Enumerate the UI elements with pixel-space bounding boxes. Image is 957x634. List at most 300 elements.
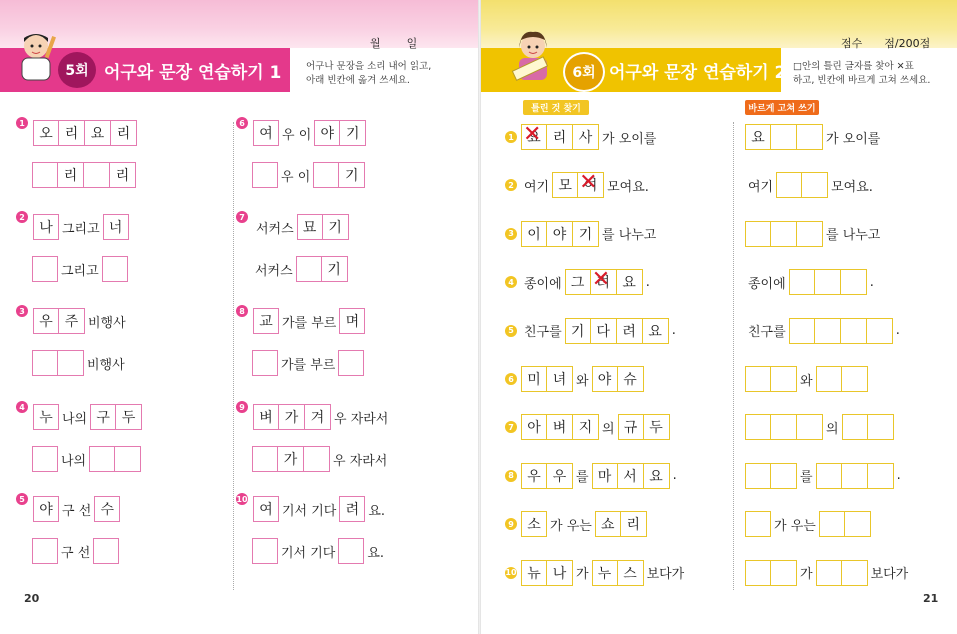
answer-box[interactable] [338, 350, 364, 376]
exercise-row [236, 400, 391, 434]
letter-box: 오 [33, 120, 59, 146]
exercise-number: 10 [236, 494, 248, 504]
letter-box: 그 [565, 269, 591, 295]
letter-cells [33, 308, 85, 334]
letter-box: 미 [521, 366, 547, 392]
page-number: 21 [923, 592, 939, 605]
letter-cells [745, 221, 823, 247]
answer-box[interactable] [745, 366, 771, 392]
exercise-number: 7 [505, 421, 517, 433]
letter-box: 겨 [305, 404, 331, 430]
letter-cells [94, 496, 120, 522]
phrase-text: 비행사 [87, 357, 125, 373]
letter-cells [93, 538, 119, 564]
crossed-out-letter: 여 ✕ [578, 172, 604, 198]
answer-box[interactable] [313, 162, 339, 188]
exercise-row [508, 507, 647, 541]
letter-box: 려 [617, 318, 643, 344]
letter-box: 녀 [547, 366, 573, 392]
answer-box[interactable] [868, 463, 894, 489]
letter-box: 서 [618, 463, 644, 489]
letter-cells [521, 463, 573, 489]
letter-box: 지 [573, 414, 599, 440]
phrase-text: 나의 [61, 453, 87, 469]
phrase-text: . [671, 323, 676, 339]
phrase-text: 가를 부르 [281, 357, 336, 373]
answer-box[interactable] [867, 318, 893, 344]
answer-box[interactable] [771, 560, 797, 586]
letter-box: 우 [547, 463, 573, 489]
answer-box[interactable] [815, 269, 841, 295]
answer-box[interactable] [797, 414, 823, 440]
phrase-text: 보다가 [646, 567, 685, 583]
exercise-row [745, 410, 894, 444]
letter-box: 다 [591, 318, 617, 344]
answer-box[interactable] [845, 511, 871, 537]
phrase-text: 가 우는 [774, 518, 816, 534]
letter-box: 소 [521, 511, 547, 537]
exercise-number: 3 [16, 305, 28, 317]
letter-box: 요 [643, 318, 669, 344]
answer-box[interactable] [842, 463, 868, 489]
letter-cells [592, 560, 644, 586]
letter-cells [745, 124, 823, 150]
letter-cells [314, 120, 366, 146]
day-label: 일 [406, 37, 418, 50]
exercise-number: 2 [505, 179, 517, 191]
tag-find-errors: 틀린 것 찾기 [523, 100, 589, 115]
exercise-number: 9 [236, 401, 248, 413]
answer-box[interactable] [252, 538, 278, 564]
answer-box[interactable] [771, 124, 797, 150]
letter-cells [592, 366, 644, 392]
answer-box[interactable] [771, 463, 797, 489]
phrase-text: . [896, 468, 901, 484]
exercise-row [745, 217, 883, 251]
exercise-number: 8 [236, 305, 248, 317]
instructions [793, 60, 930, 88]
phrase-text: 모여요. [831, 179, 873, 195]
letter-box: 교 [253, 308, 279, 334]
exercise-row [508, 410, 670, 444]
answer-box[interactable] [841, 269, 867, 295]
crossed-out-letter: 요 ✕ [521, 124, 547, 150]
letter-box: 누 [33, 404, 59, 430]
phrase-text: 나의 [62, 411, 88, 427]
letter-box: 야 [314, 120, 340, 146]
exercise-row [745, 556, 911, 590]
letter-box: 리 [547, 124, 573, 150]
letter-cells [816, 366, 868, 392]
answer-box[interactable] [58, 350, 84, 376]
letter-cells [842, 414, 894, 440]
letter-box: 가 [279, 404, 305, 430]
exercise-row [745, 265, 877, 299]
letter-cells [339, 496, 365, 522]
answer-box[interactable] [89, 446, 115, 472]
column-divider [233, 122, 234, 590]
letter-cells [595, 511, 647, 537]
letter-cells [565, 318, 669, 344]
phrase-text: 기서 기다 [281, 545, 336, 561]
letter-box: 쇼 [595, 511, 621, 537]
phrase-text: 그리고 [62, 221, 100, 237]
letter-cells [32, 446, 58, 472]
letter-cells [521, 414, 599, 440]
phrase-text: 우 이 [282, 127, 312, 143]
letter-box: 요 [85, 120, 111, 146]
phrase-text: 가 [576, 567, 589, 583]
exercise-row [16, 400, 142, 434]
phrase-text: 서커스 [255, 263, 293, 279]
phrase-text: 그리고 [61, 263, 99, 279]
answer-box[interactable] [32, 538, 58, 564]
answer-box[interactable] [842, 414, 868, 440]
letter-box: 규 [618, 414, 644, 440]
answer-box[interactable]: 가 [278, 446, 304, 472]
answer-box[interactable] [338, 538, 364, 564]
letter-cells [521, 221, 599, 247]
letter-cells [33, 120, 137, 146]
phrase-text: . [895, 323, 900, 339]
exercise-row [236, 210, 349, 244]
exercise-row [236, 492, 388, 526]
letter-cells [819, 511, 871, 537]
letter-box: 구 [90, 404, 116, 430]
letter-cells [90, 404, 142, 430]
exercise-row [252, 158, 365, 192]
phrase-text: 서커스 [256, 221, 294, 237]
letter-cells [32, 350, 84, 376]
letter-cells [297, 214, 349, 240]
letter-cells [32, 538, 58, 564]
answer-box[interactable] [797, 124, 823, 150]
answer-box[interactable] [819, 511, 845, 537]
answer-box[interactable] [789, 269, 815, 295]
letter-box: 벼 [253, 404, 279, 430]
answer-box[interactable]: 기 [322, 256, 348, 282]
letter-cells [252, 350, 278, 376]
exercise-row [508, 217, 659, 251]
exercise-number: 7 [236, 211, 248, 223]
letter-box: 아 [521, 414, 547, 440]
exercise-row [32, 534, 119, 568]
exercise-number: 1 [16, 117, 28, 129]
letter-box: 묘 [297, 214, 323, 240]
date-field[interactable] [370, 34, 417, 52]
page-title: 어구와 문장 연습하기 2 [609, 63, 787, 83]
letter-cells [745, 366, 797, 392]
answer-box[interactable] [745, 560, 771, 586]
instruction-line: 아래 빈칸에 옮겨 쓰세요. [306, 75, 410, 86]
answer-box[interactable] [252, 446, 278, 472]
letter-box: 기 [340, 120, 366, 146]
letter-box: 기 [323, 214, 349, 240]
phrase-text: 의 [826, 421, 839, 437]
exercise-row [32, 346, 128, 380]
letter-box: 사 [573, 124, 599, 150]
letter-cells [339, 308, 365, 334]
answer-box[interactable] [84, 162, 110, 188]
exercise-row [252, 442, 390, 476]
letter-cells [521, 366, 573, 392]
phrase-text: 친구를 [748, 325, 786, 341]
answer-box[interactable] [296, 256, 322, 282]
answer-box[interactable] [252, 350, 278, 376]
exercise-row [508, 314, 679, 348]
exercise-row [16, 304, 129, 338]
phrase-text: 비행사 [88, 315, 126, 331]
answer-box[interactable] [841, 318, 867, 344]
letter-cells [592, 463, 670, 489]
exercise-number: 6 [236, 117, 248, 129]
answer-box[interactable] [797, 221, 823, 247]
letter-cells [89, 446, 141, 472]
instruction-line: □안의 틀린 글자를 찾아 ✕표 [793, 61, 914, 72]
answer-box[interactable] [868, 414, 894, 440]
phrase-text: 우 이 [281, 169, 311, 185]
instruction-line: 어구나 문장을 소리 내어 읽고, [306, 61, 432, 72]
letter-cells [296, 256, 348, 282]
score-total: 점/200점 [884, 37, 931, 50]
crossed-out-letter: 려 ✕ [591, 269, 617, 295]
exercise-number: 9 [505, 518, 517, 530]
exercise-row [745, 459, 904, 493]
phrase-text: 가 오이를 [602, 131, 657, 147]
instructions [306, 60, 431, 88]
letter-cells [338, 538, 364, 564]
letter-box: 기 [565, 318, 591, 344]
letter-box: 벼 [547, 414, 573, 440]
exercise-number: 5 [16, 493, 28, 505]
answer-box[interactable] [115, 446, 141, 472]
letter-cells [102, 256, 128, 282]
answer-box[interactable] [776, 172, 802, 198]
answer-box[interactable] [93, 538, 119, 564]
letter-cells [33, 496, 59, 522]
answer-box[interactable] [802, 172, 828, 198]
letter-box: 여 [253, 120, 279, 146]
phrase-text: 보다가 [870, 567, 909, 583]
letter-box: 스 [618, 560, 644, 586]
letter-box: 리 [59, 120, 85, 146]
instruction-line: 하고, 빈칸에 바르게 고쳐 쓰세요. [793, 75, 931, 86]
phrase-text: 요. [368, 503, 386, 519]
letter-cells [789, 318, 893, 344]
answer-box[interactable] [816, 463, 842, 489]
exercise-row [32, 158, 136, 192]
score-label: 점수 [841, 37, 863, 50]
letter-cells [252, 162, 278, 188]
answer-box[interactable] [789, 318, 815, 344]
letter-box: 며 [339, 308, 365, 334]
answer-box[interactable]: 기 [339, 162, 365, 188]
phrase-text: 여기 [748, 179, 774, 195]
answer-box[interactable]: 리 [58, 162, 84, 188]
exercise-row [745, 507, 871, 541]
letter-box: 여 [253, 496, 279, 522]
phrase-text: 가 우는 [550, 518, 592, 534]
girl-character-icon [511, 28, 555, 84]
answer-box[interactable]: 리 [110, 162, 136, 188]
page-number: 20 [24, 592, 40, 605]
phrase-text: 기서 기다 [282, 503, 337, 519]
letter-cells [338, 350, 364, 376]
answer-box[interactable] [32, 256, 58, 282]
letter-cells [253, 496, 279, 522]
phrase-text: 요. [367, 545, 385, 561]
answer-box[interactable] [842, 366, 868, 392]
exercise-number: 1 [505, 131, 517, 143]
answer-box[interactable] [771, 366, 797, 392]
exercise-number: 10 [505, 568, 517, 578]
letter-box: 뉴 [521, 560, 547, 586]
round-badge: 5회 [58, 52, 96, 88]
exercise-number: 8 [505, 470, 517, 482]
letter-box: 기 [573, 221, 599, 247]
letter-cells [618, 414, 670, 440]
phrase-text: 의 [602, 421, 615, 437]
letter-box: 누 [592, 560, 618, 586]
letter-cells [253, 404, 331, 430]
phrase-text: 친구를 [524, 325, 562, 341]
exercise-row [745, 120, 883, 154]
answer-box[interactable] [745, 511, 771, 537]
exercise-row [508, 459, 680, 493]
exercise-row [508, 265, 653, 299]
letter-box: 리 [621, 511, 647, 537]
letter-box: 수 [94, 496, 120, 522]
exercise-row [16, 492, 120, 526]
left-page [0, 0, 478, 634]
exercise-number: 3 [505, 228, 517, 240]
letter-box: 주 [59, 308, 85, 334]
letter-cells [745, 463, 797, 489]
phrase-text: 여기 [524, 179, 550, 195]
letter-box: 두 [116, 404, 142, 430]
round-badge: 6회 [563, 52, 605, 92]
answer-box[interactable] [816, 560, 842, 586]
answer-box[interactable] [102, 256, 128, 282]
letter-box: 슈 [618, 366, 644, 392]
answer-box[interactable] [32, 446, 58, 472]
letter-cells [33, 404, 59, 430]
phrase-text: 종이에 [524, 276, 562, 292]
phrase-text: 모여요. [607, 179, 649, 195]
phrase-text: 와 [800, 373, 813, 389]
column-divider [733, 122, 734, 590]
letter-box: 야 [592, 366, 618, 392]
answer-box[interactable] [815, 318, 841, 344]
letter-cells [253, 120, 279, 146]
phrase-text: 구 선 [62, 503, 92, 519]
exercise-row [32, 442, 141, 476]
exercise-number: 5 [505, 325, 517, 337]
letter-box: 우 [33, 308, 59, 334]
letter-box: 요 [644, 463, 670, 489]
phrase-text: . [869, 274, 874, 290]
letter-box: 나 [33, 214, 59, 240]
letter-box: 너 [103, 214, 129, 240]
letter-cells [521, 124, 599, 150]
answer-box[interactable] [816, 366, 842, 392]
letter-cells [33, 214, 59, 240]
exercise-row [252, 252, 348, 286]
right-page [481, 0, 957, 634]
exercise-row [745, 362, 868, 396]
answer-box[interactable] [32, 162, 58, 188]
phrase-text: 종이에 [748, 276, 786, 292]
score-field[interactable] [841, 34, 930, 52]
exercise-row [508, 362, 644, 396]
letter-cells [103, 214, 129, 240]
phrase-text: . [645, 274, 650, 290]
tag-correct-writing: 바르게 고쳐 쓰기 [745, 100, 819, 115]
letter-cells [32, 256, 58, 282]
exercise-row [236, 116, 366, 150]
phrase-text: 우 자라서 [333, 453, 388, 469]
letter-cells [745, 511, 771, 537]
letter-box: 모 [552, 172, 578, 198]
answer-box[interactable] [745, 463, 771, 489]
answer-box[interactable] [32, 350, 58, 376]
phrase-text: . [672, 468, 677, 484]
answer-box[interactable] [771, 221, 797, 247]
letter-box: 요 [617, 269, 643, 295]
letter-cells [521, 560, 573, 586]
answer-box[interactable] [252, 162, 278, 188]
letter-box: 두 [644, 414, 670, 440]
letter-cells [552, 172, 604, 198]
exercise-row [252, 534, 387, 568]
phrase-text: 구 선 [61, 545, 91, 561]
exercise-row [32, 252, 128, 286]
letter-cells [776, 172, 828, 198]
exercise-row [16, 116, 137, 150]
exercise-number: 6 [505, 373, 517, 385]
letter-cells [565, 269, 643, 295]
letter-cells [789, 269, 867, 295]
answer-box[interactable] [842, 560, 868, 586]
phrase-text: 와 [576, 373, 589, 389]
phrase-text: 를 [800, 470, 813, 486]
answer-box[interactable] [745, 414, 771, 440]
exercise-row [252, 346, 364, 380]
answer-box[interactable] [745, 221, 771, 247]
answer-box[interactable] [771, 414, 797, 440]
answer-box[interactable]: 요 [745, 124, 771, 150]
answer-box[interactable] [304, 446, 330, 472]
exercise-number: 2 [16, 211, 28, 223]
letter-box: 우 [521, 463, 547, 489]
letter-cells [745, 560, 797, 586]
letter-box: 리 [111, 120, 137, 146]
exercise-number: 4 [505, 276, 517, 288]
letter-cells [32, 162, 136, 188]
letter-box: 이 [521, 221, 547, 247]
letter-cells [816, 463, 894, 489]
month-label: 월 [370, 37, 381, 50]
letter-cells [253, 308, 279, 334]
letter-box: 려 [339, 496, 365, 522]
letter-cells [745, 414, 823, 440]
exercise-row [508, 120, 659, 154]
phrase-text: 우 자라서 [334, 411, 389, 427]
letter-box: 야 [547, 221, 573, 247]
letter-cells [816, 560, 868, 586]
phrase-text: 를 나누고 [826, 228, 881, 244]
phrase-text: 가 [800, 567, 813, 583]
